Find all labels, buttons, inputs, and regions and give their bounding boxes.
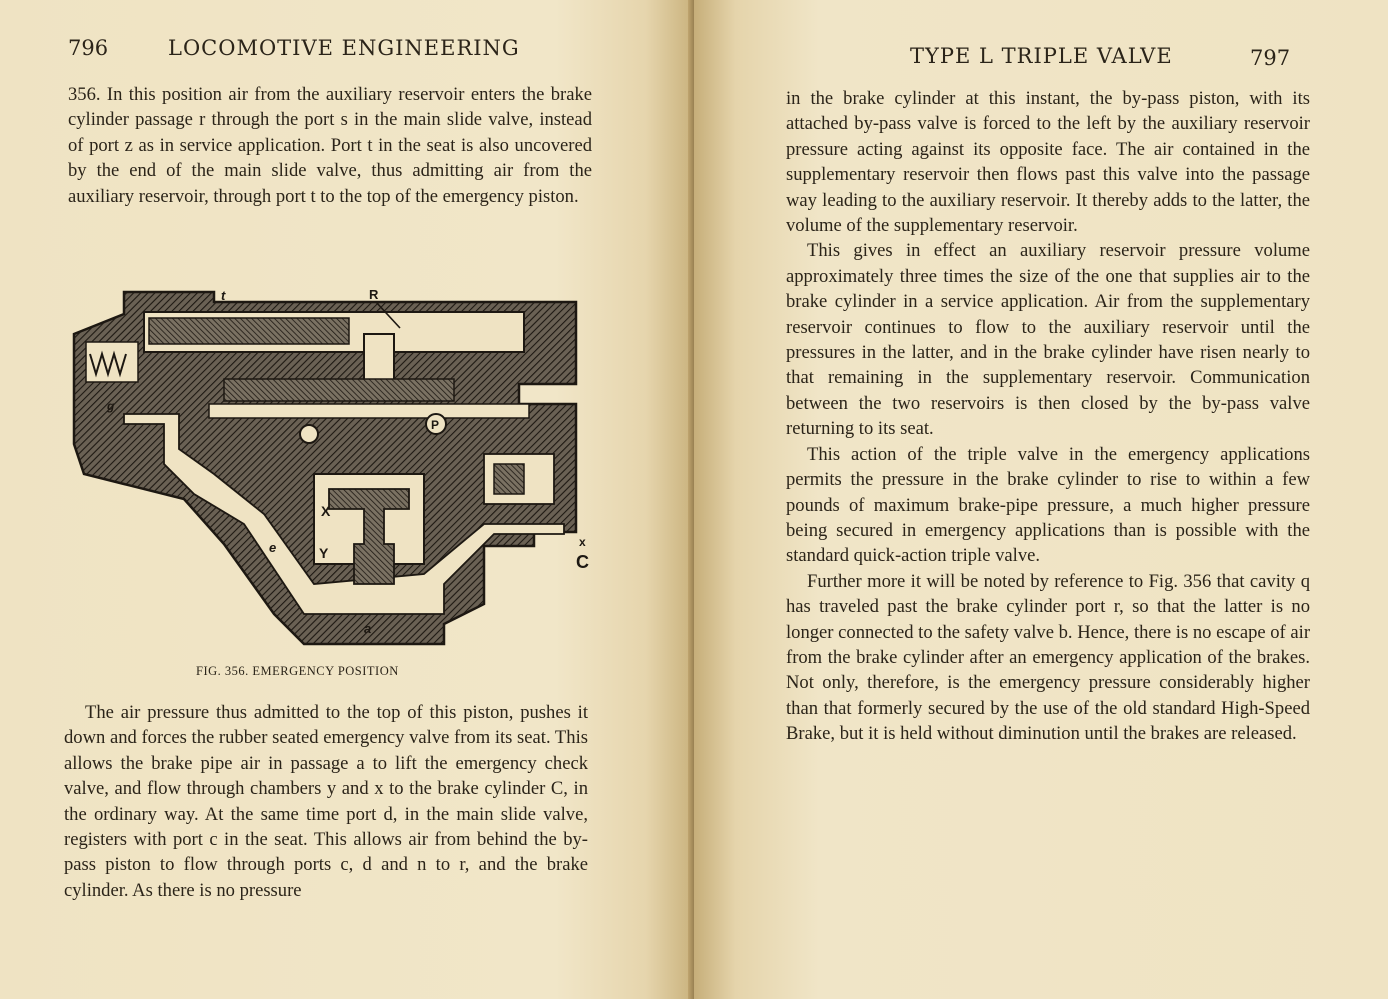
label-t: t xyxy=(221,288,226,303)
graduating-stem xyxy=(364,334,394,384)
label-C: C xyxy=(576,552,589,572)
label-x-port: x xyxy=(579,535,586,549)
left-paragraph-2 xyxy=(64,700,588,903)
by-pass-piston xyxy=(494,464,524,494)
figure-356-diagram xyxy=(64,284,594,654)
right-page xyxy=(694,0,1388,999)
label-Y: Y xyxy=(319,545,329,561)
label-P: P xyxy=(431,418,440,432)
right-paragraph-4: Further more it will be noted by reference to Fig. 356 that cavity q has traveled past the brake cylinder port r, so that the latter is no longer connected to the safety valve b. Hence, there is no escape of air from the brake cylinder after an emergency application of the brakes. Not only, therefore, is the emergency pressure considerably higher than that formerly secured by the use of the old standard High-Speed Brake, but it is held without diminution until the brakes are released. xyxy=(786,570,1311,745)
figure-caption: FIG. 356. EMERGENCY POSITION xyxy=(196,664,399,678)
label-X-chamber: X xyxy=(321,503,331,519)
main-slide-valve xyxy=(224,379,454,401)
right-page-number: 797 xyxy=(1250,46,1291,70)
right-text-block xyxy=(786,86,1310,747)
label-a: a xyxy=(364,621,372,636)
left-page-number: 796 xyxy=(68,36,109,60)
triple-valve-emergency-section xyxy=(64,284,594,654)
right-paragraph-2: This gives in effect an auxiliary reservoir pressure volume approximately three times the size of the one that supplies air to the brake cylinder in a service application. Air from the supplementary reservoir continues to flow to the auxiliary reservoir until the pressures in the latter, and in the brake cylinder have risen nearly to that remaining in the supplementary reservoir. Communication between the two reservoirs is then closed by the by-pass valve returning to its seat. xyxy=(786,240,1310,440)
right-paragraph-1: in the brake cylinder at this instant, the by-pass piston, with its attached by-pass valve is forced to the left by the auxiliary reservoir pressure acting against its opposite face. The air contained in the supplementary reservoir then flows past this valve into the passage way leading to the auxiliary reservoir. It thereby adds to the latter, the volume of the supplementary reservoir. xyxy=(786,88,1310,237)
left-running-header: LOCOMOTIVE ENGINEERING xyxy=(168,36,520,60)
right-paragraph-3: This action of the triple valve in the emergency applications permits the pressure in the brake cylinder to rise to within a few pounds of maximum brake-pipe pressure, a much higher pressure being secured in emergency applications than is possible with the standard quick-action triple valve. xyxy=(786,443,1310,567)
triple-piston xyxy=(149,318,349,344)
paragraph-356-text: 356. In this position air from the auxiliary reservoir enters the brake cylinder passage r through the port s in the main slide valve, instead of port z as in service application. Port t in the seat is also uncovered by the end of the main slide valve, thus admitting air from the auxiliary reservoir, through port t to the top of the emergency piston. xyxy=(68,84,592,207)
port-circle xyxy=(300,425,318,443)
label-R: R xyxy=(369,287,379,302)
slide-valve-seat xyxy=(209,404,529,418)
paragraph-2-text: The air pressure thus admitted to the top of this piston, pushes it down and forces the rubber seated emergency valve from its seat. This allows the brake pipe air in passage a to lift the emergency check valve, and flow through chambers y and x to the brake cylinder C, in the ordinary way. At the same time port d, in the main slide valve, registers with port c in the seat. This allows air from behind the by-pass piston to flow through ports c, d and n to r, and the brake cylinder. As there is no pressure xyxy=(64,702,588,901)
label-g: g xyxy=(107,399,115,413)
left-paragraph-356 xyxy=(68,82,592,209)
right-running-header: TYPE L TRIPLE VALVE xyxy=(910,44,1173,68)
label-e: e xyxy=(269,540,277,555)
